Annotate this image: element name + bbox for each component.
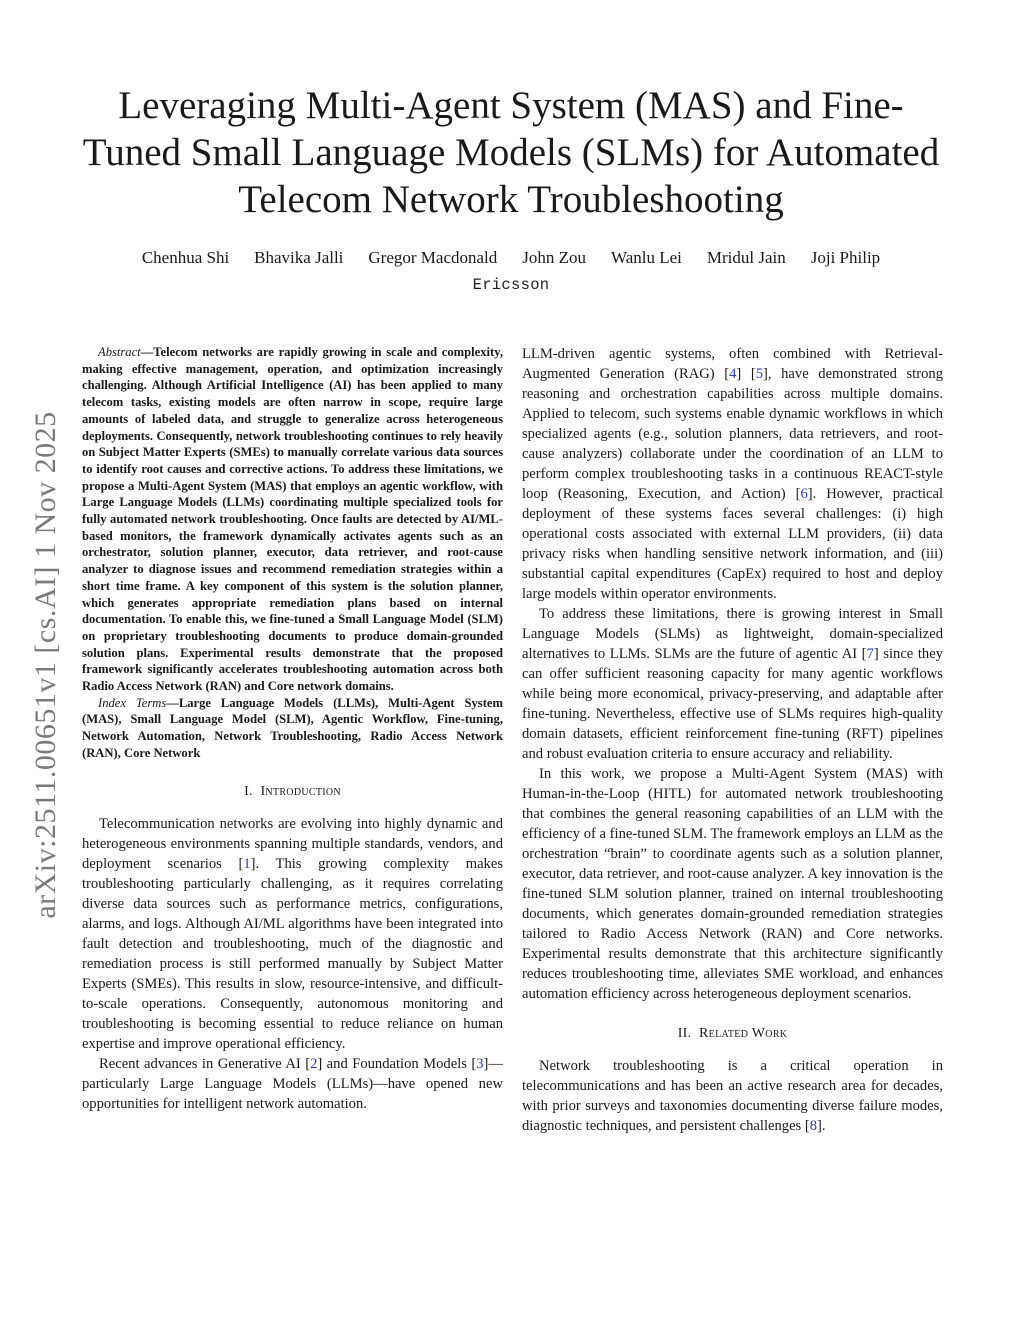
section-title: Introduction	[260, 783, 341, 799]
paper-title: Leveraging Multi-Agent System (MAS) and Fine-Tuned Small Language Models (SLMs) for Automated Telecom Network Troubleshooting	[82, 84, 940, 221]
section-number: I.	[244, 783, 253, 799]
author-name: Joji Philip	[810, 248, 881, 267]
index-terms-text: —Large Language Models (LLMs), Multi-Agent System (MAS), Small Language Model (SLM), Agentic Workflow, Fine-tuning, Network Automation, Network Troubleshooting, Radio Access Network (RAN), Core Network	[82, 695, 503, 760]
citation-link[interactable]: 8	[809, 1118, 818, 1134]
author-name: Wanlu Lei	[611, 248, 682, 267]
section-title: Related Work	[699, 1026, 788, 1041]
right-column	[522, 344, 943, 1136]
author-name: Mridul Jain	[706, 248, 786, 267]
paragraph-text: ] and Foundation Models [	[317, 1055, 477, 1072]
author-name: Bhavika Jalli	[254, 248, 344, 267]
affiliation: Ericsson	[472, 276, 550, 294]
paragraph-text: Telecommunication networks are evolving into highly dynamic and heterogeneous environments spanning multiple standards, vendors, and deployment scenarios [	[82, 815, 503, 872]
left-column	[82, 344, 503, 1114]
paragraph: In this work, we propose a Multi-Agent System (MAS) with Human-in-the-Loop (HITL) for automated network troubleshooting that combines the general reasoning capabilities of an LLM with the efficiency of a fine-tuned SLM. The framework employs an LLM as the orchestration “brain” to coordinate agents such as a solution planner, executor, data retriever, and root-cause analyzer. A key innovation is the fine-tuned SLM solution planner, trained on internal troubleshooting documents, which generates domain-grounded remediation strategies tailored to Radio Access Network (RAN) and Core networks. Experimental results demonstrate that this architecture significantly reduces troubleshooting time, alleviates SME workload, and enhances automation efficiency across heterogeneous deployment scenarios.	[522, 766, 943, 1002]
abstract-lead: Abstract	[98, 345, 141, 359]
author-name: Chenhua Shi	[141, 248, 230, 267]
paragraph-text: Network troubleshooting is a critical operation in telecommunications and has been an active research area for decades, with prior surveys and taxonomies documenting diverse failure modes, diagnostic techniques, and persistent challenges [	[522, 1058, 943, 1134]
citation-link[interactable]: 4	[729, 366, 737, 382]
paragraph	[522, 344, 943, 604]
section-heading-related-work	[522, 1026, 943, 1042]
arxiv-identifier	[28, 380, 64, 950]
arxiv-identifier-text: arXiv:2511.00651v1 [cs.AI] 1 Nov 2025	[29, 411, 62, 919]
paragraph-text: ]. However, practical deployment of these systems faces several challenges: (i) high operational costs associated with external LLM providers, (ii) data privacy risks when handling sensitive network information, and (iii) substantial capital expenditures (CapEx) required to host and deploy large models within operator environments.	[522, 486, 944, 602]
section-heading-introduction	[82, 784, 503, 800]
paragraph	[522, 604, 943, 764]
paragraph-text: LLM-driven agentic systems, often combined with Retrieval-Augmented Generation (RAG) [	[522, 346, 943, 382]
citation-link[interactable]: 6	[800, 486, 808, 502]
paragraph-text: ]—particularly Large Language Models (LLMs)—have opened new opportunities for intelligent network automation.	[82, 1055, 503, 1112]
citation-link[interactable]: 2	[310, 1055, 318, 1072]
abstract	[82, 344, 503, 695]
abstract-text: —Telecom networks are rapidly growing in scale and complexity, making effective management, operation, and optimization increasingly challenging. Although Artificial Intelligence (AI) has been applied to many telecom tasks, existing models are often narrow in scope, require large amounts of labeled data, and struggle to generalize across heterogeneous deployments. Consequently, network troubleshooting continues to rely heavily on Subject Matter Experts (SMEs) to manually correlate various data sources to identify root causes and corrective actions. To address these limitations, we propose a Multi-Agent System (MAS) that employs an agentic workflow, with Large Language Models (LLMs) coordinating multiple specialized tools for fully automated network troubleshooting. Once faults are detected by AI/ML-based monitors, the framework dynamically activates agents such as an orchestrator, solution planner, executor, data retriever, and root-cause analyzer to diagnose issues and recommend remediation strategies within a short time frame. A key component of this system is the solution planner, which generates appropriate remediation plans based on internal documentation. To enable this, we fine-tuned a Small Language Model (SLM) on proprietary troubleshooting documents to produce domain-grounded solution plans. Experimental results demonstrate that the proposed framework significantly accelerates troubleshooting automation across both Radio Access Network (RAN) and Core network domains.	[82, 345, 503, 694]
citation-link[interactable]: 3	[476, 1055, 484, 1072]
index-terms-lead: Index Terms	[98, 695, 167, 710]
paragraph	[522, 1056, 943, 1136]
author-name: John Zou	[522, 248, 587, 267]
paragraph-text: To address these limitations, there is growing interest in Small Language Models (SLMs) as lightweight, domain-specialized alternatives to LLMs. SLMs are the future of agentic AI [	[522, 606, 943, 662]
paragraph-text: ] [	[736, 366, 756, 382]
author-list	[80, 248, 942, 268]
paragraph-text: ] since they can offer sufficient reasoning capacity for many agentic workflows while being more economical, privacy-preserving, and adaptable after fine-tuning. Nevertheless, effective use of SLMs requires high-quality domain datasets, efficient reinforcement fine-tuning (RFT) pipelines and robust evaluation criteria to ensure accuracy and reliability.	[522, 646, 943, 762]
paragraph	[82, 814, 503, 1054]
index-terms	[82, 695, 503, 762]
citation-link[interactable]: 5	[755, 366, 764, 382]
citation-link[interactable]: 1	[243, 855, 251, 872]
paragraph-text: Recent advances in Generative AI [	[99, 1055, 311, 1072]
paragraph-text: ].	[817, 1118, 826, 1134]
author-name: Gregor Macdonald	[368, 248, 498, 267]
paragraph	[82, 1054, 503, 1114]
citation-link[interactable]: 7	[866, 646, 874, 662]
paragraph-text: ]. This growing complexity makes troubleshooting particularly challenging, as it requires correlating diverse data sources such as performance metrics, configurations, alarms, and logs. Although AI/ML algorithms have been integrated into fault detection and troubleshooting, much of the diagnostic and remediation process is still performed manually by Subject Matter Experts (SMEs). This results in slow, resource-intensive, and difficult-to-scale operations. Consequently, autonomous monitoring and troubleshooting is becoming essential to reduce reliance on human expertise and improve operational efficiency.	[82, 855, 504, 1052]
paragraph-text: ], have demonstrated strong reasoning and orchestration capabilities across multiple domains. Applied to telecom, such systems enable dynamic workflows in which specialized agents (e.g., solution planners, data retrievers, and root-cause analyzers) collaborate under the coordination of an LLM to perform complex troubleshooting tasks in a continuous REACT-style loop (Reasoning, Execution, and Action) [	[522, 366, 943, 502]
section-number: II.	[677, 1026, 692, 1041]
